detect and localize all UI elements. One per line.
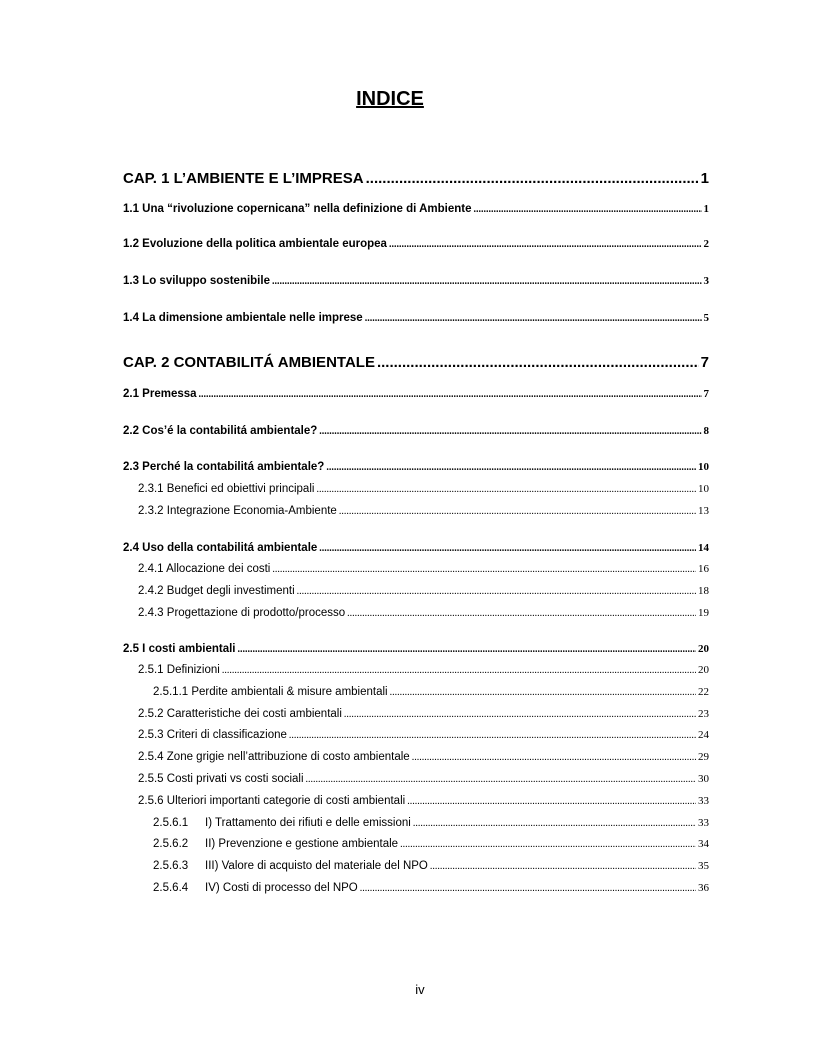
toc-page-number: 20	[698, 664, 709, 676]
toc-entry-number: 2.5.6.1	[153, 817, 189, 829]
toc-entry-title: CAP. 1 L’AMBIENTE E L’IMPRESA	[123, 170, 364, 187]
toc-entry-title	[153, 882, 358, 894]
toc-subsection-2-4-2[interactable]	[138, 585, 709, 597]
dot-leader	[365, 313, 702, 324]
toc-page-number: 7	[700, 354, 709, 371]
toc-entry-title: 1.3 Lo sviluppo sostenibile	[123, 275, 270, 287]
toc-entry-title: 1.1 Una “rivoluzione copernicana” nella definizione di Ambiente	[123, 203, 472, 215]
toc-entry-title: 2.5.5 Costi privati vs costi sociali	[138, 773, 304, 785]
toc-page-number: 10	[698, 461, 709, 473]
toc-section-1-4[interactable]	[123, 312, 709, 324]
dot-leader	[413, 818, 696, 829]
toc-page-number: 20	[698, 643, 709, 655]
dot-leader	[272, 276, 702, 287]
toc-entry-title: 2.4.1 Allocazione dei costi	[138, 563, 271, 575]
dot-leader	[473, 204, 701, 215]
toc-entry-label: II) Prevenzione e gestione ambientale	[205, 838, 399, 850]
toc-page-number: 18	[698, 585, 709, 597]
toc-entry-title	[153, 817, 411, 829]
toc-page-number: 5	[703, 312, 709, 324]
toc-entry-title: 2.5.1.1 Perdite ambientali & misure ambientali	[153, 686, 388, 698]
dot-leader	[407, 796, 696, 807]
page-number-footer: iv	[415, 982, 425, 997]
toc-subsection-2-5-2[interactable]	[138, 708, 709, 720]
toc-subsection-2-5-6[interactable]	[138, 795, 709, 807]
toc-entry-title: 2.1 Premessa	[123, 388, 197, 400]
toc-subsection-2-4-1[interactable]	[138, 563, 709, 575]
toc-page-number: 24	[698, 729, 709, 741]
toc-section-2-1[interactable]	[123, 388, 709, 400]
dot-leader	[389, 239, 702, 250]
toc-entry-title: 2.2 Cos’é la contabilitá ambientale?	[123, 425, 318, 437]
toc-entry-title	[153, 838, 398, 850]
toc-page-number: 14	[698, 542, 709, 554]
dot-leader	[366, 170, 699, 187]
toc-entry-title: 2.3 Perché la contabilitá ambientale?	[123, 461, 325, 473]
toc-chapter-2[interactable]	[123, 354, 709, 371]
page-title: INDICE	[356, 88, 424, 110]
toc-subsubsection-2-5-6-2[interactable]	[153, 838, 709, 850]
toc-subsubsection-2-5-6-1[interactable]	[153, 817, 709, 829]
dot-leader	[222, 665, 696, 676]
toc-entry-number: 2.5.6.3	[153, 860, 189, 872]
dot-leader	[344, 709, 696, 720]
dot-leader	[306, 774, 696, 785]
toc-subsection-2-5-5[interactable]	[138, 773, 709, 785]
toc-page-number: 2	[703, 238, 709, 250]
toc-subsection-2-4-3[interactable]	[138, 607, 709, 619]
toc-page-number: 19	[698, 607, 709, 619]
toc-entry-title: 2.5.2 Caratteristiche dei costi ambientali	[138, 708, 342, 720]
dot-leader	[347, 608, 696, 619]
toc-page-number: 8	[703, 425, 709, 437]
toc-section-2-2[interactable]	[123, 425, 709, 437]
dot-leader	[316, 484, 696, 495]
toc-entry-number: 2.5.6.2	[153, 838, 189, 850]
dot-leader	[412, 752, 696, 763]
toc-entry-title: 2.4.3 Progettazione di prodotto/processo	[138, 607, 346, 619]
toc-section-1-1[interactable]	[123, 203, 709, 215]
toc-page-number: 33	[698, 817, 709, 829]
dot-leader	[390, 687, 696, 698]
toc-page-number: 3	[703, 275, 709, 287]
toc-entry-title: 2.3.1 Benefici ed obiettivi principali	[138, 483, 315, 495]
dot-leader	[289, 730, 696, 741]
toc-entry-title: 2.5.6 Ulteriori importanti categorie di costi ambientali	[138, 795, 406, 807]
toc-page-number: 34	[698, 838, 709, 850]
toc-page-number: 30	[698, 773, 709, 785]
dot-leader	[199, 389, 702, 400]
dot-leader	[430, 861, 696, 872]
toc-section-1-3[interactable]	[123, 275, 709, 287]
dot-leader	[319, 426, 701, 437]
toc-page-number: 16	[698, 563, 709, 575]
dot-leader	[237, 644, 696, 655]
dot-leader	[360, 883, 696, 894]
toc-section-1-2[interactable]	[123, 238, 709, 250]
toc-page-number: 1	[700, 170, 709, 187]
toc-entry-title: 2.3.2 Integrazione Economia-Ambiente	[138, 505, 337, 517]
toc-page-number: 35	[698, 860, 709, 872]
toc-page-number: 7	[703, 388, 709, 400]
toc-page-number: 23	[698, 708, 709, 720]
toc-entry-title: 2.5 I costi ambientali	[123, 643, 236, 655]
toc-section-2-4[interactable]	[123, 542, 709, 554]
toc-section-2-5[interactable]	[123, 643, 709, 655]
toc-subsection-2-5-4[interactable]	[138, 751, 709, 763]
dot-leader	[319, 543, 696, 554]
toc-page-number: 1	[703, 203, 709, 215]
toc-entry-title: 2.4.2 Budget degli investimenti	[138, 585, 295, 597]
dot-leader	[400, 839, 696, 850]
toc-page-number: 29	[698, 751, 709, 763]
toc-subsubsection-2-5-6-4[interactable]	[153, 882, 709, 894]
toc-entry-label: IV) Costi di processo del NPO	[205, 882, 358, 894]
toc-page-number: 36	[698, 882, 709, 894]
toc-subsubsection-2-5-1-1[interactable]	[153, 686, 709, 698]
toc-subsection-2-5-1[interactable]	[138, 664, 709, 676]
toc-page-number: 33	[698, 795, 709, 807]
toc-entry-number: 2.5.6.4	[153, 882, 189, 894]
toc-section-2-3[interactable]	[123, 461, 709, 473]
toc-chapter-1[interactable]	[123, 170, 709, 187]
toc-entry-title: 2.5.1 Definizioni	[138, 664, 220, 676]
dot-leader	[297, 586, 696, 597]
toc-page-number: 22	[698, 686, 709, 698]
toc-subsection-2-3-1[interactable]	[138, 483, 709, 495]
dot-leader	[377, 354, 699, 371]
dot-leader	[272, 564, 696, 575]
toc-entry-title: 2.5.3 Criteri di classificazione	[138, 729, 287, 741]
toc-subsection-2-3-2[interactable]	[138, 505, 709, 517]
toc-entry-label: III) Valore di acquisto del materiale del NPO	[205, 860, 428, 872]
toc-entry-title: CAP. 2 CONTABILITÁ AMBIENTALE	[123, 354, 375, 371]
toc-page-number: 13	[698, 505, 709, 517]
toc-page-number: 10	[698, 483, 709, 495]
toc-entry-title: 2.5.4 Zone grigie nell’attribuzione di costo ambientale	[138, 751, 410, 763]
dot-leader	[326, 462, 696, 473]
toc-entry-label: I) Trattamento dei rifiuti e delle emissioni	[205, 817, 411, 829]
toc-entry-title: 1.4 La dimensione ambientale nelle imprese	[123, 312, 363, 324]
toc-entry-title: 1.2 Evoluzione della politica ambientale europea	[123, 238, 387, 250]
toc-subsection-2-5-3[interactable]	[138, 729, 709, 741]
dot-leader	[339, 506, 696, 517]
toc-entry-title	[153, 860, 428, 872]
toc-subsubsection-2-5-6-3[interactable]	[153, 860, 709, 872]
toc-entry-title: 2.4 Uso della contabilitá ambientale	[123, 542, 318, 554]
